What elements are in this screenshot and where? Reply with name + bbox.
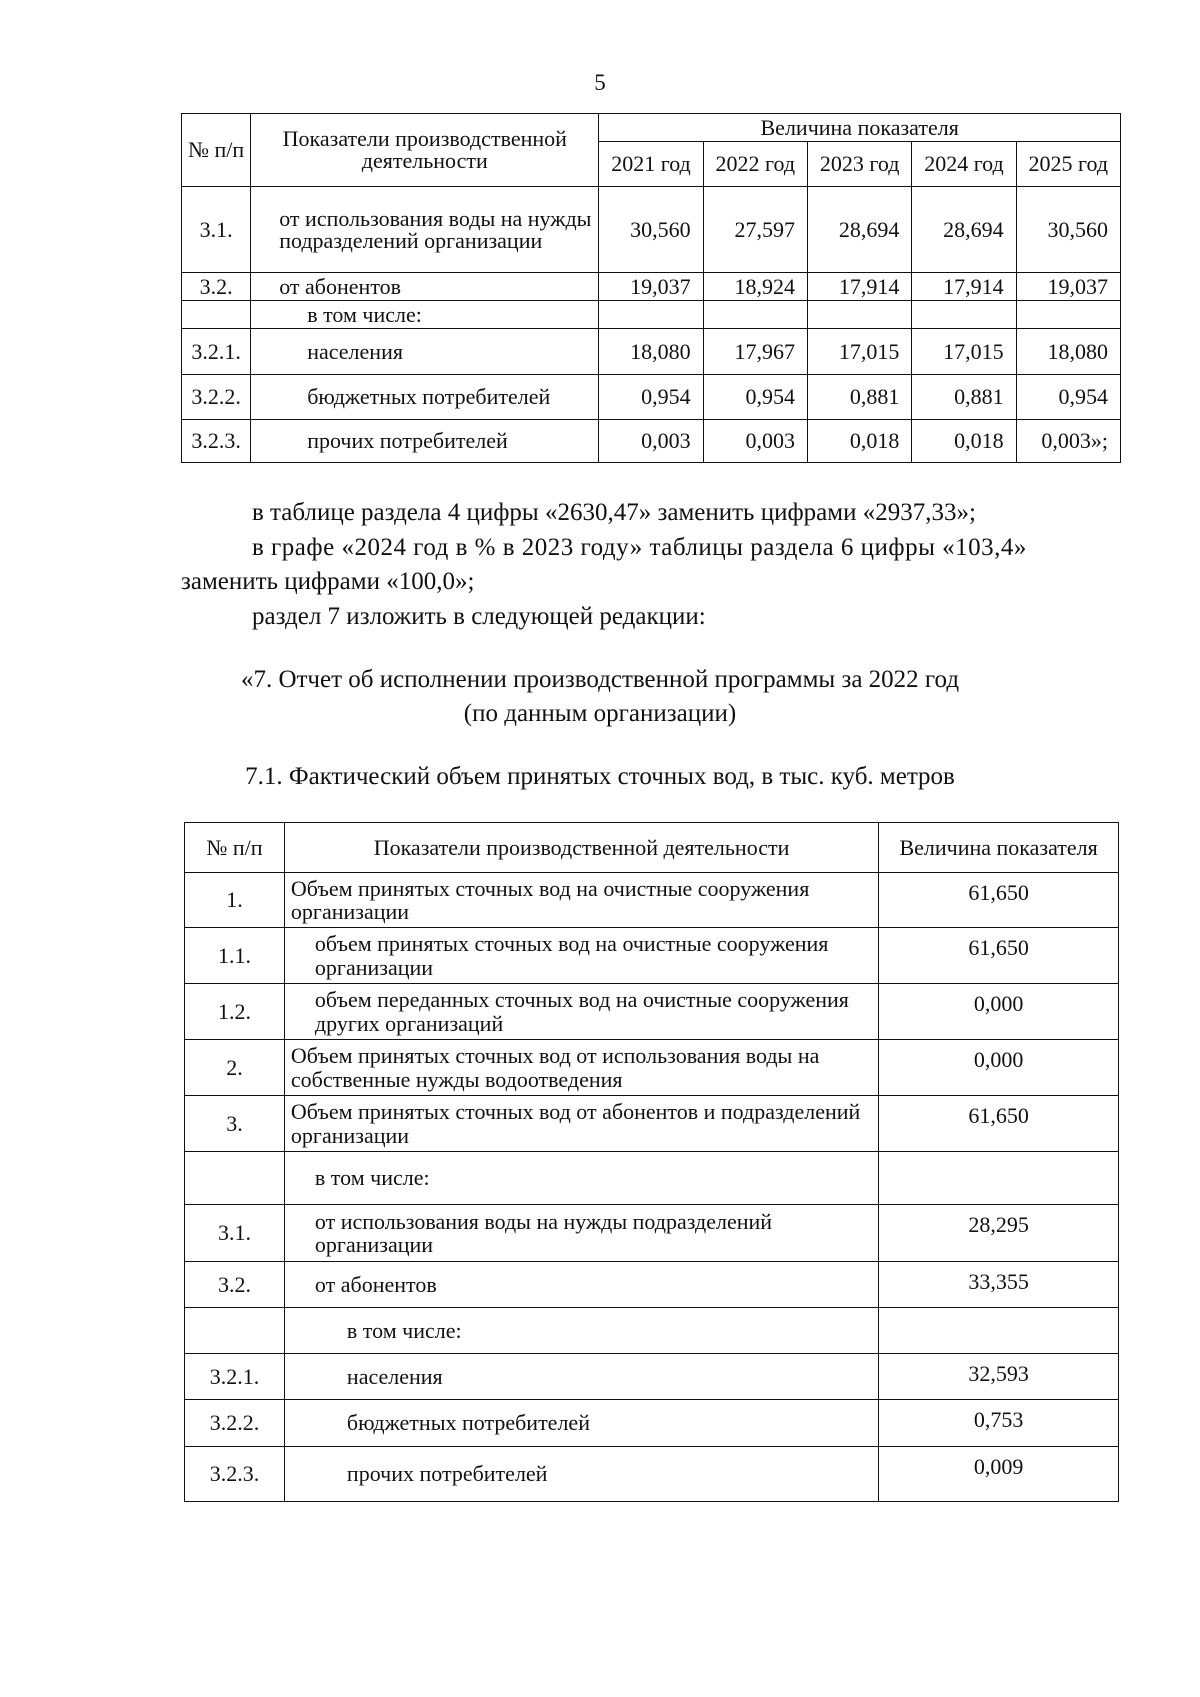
row-number: 3.2.1.	[185, 1354, 285, 1400]
row-label: Объем принятых сточных вод от абонентов и подразделений организации	[284, 1096, 878, 1152]
row-label: прочих потребителей	[251, 420, 599, 463]
row-value: 18,080	[1016, 329, 1120, 375]
table-row	[182, 420, 1121, 463]
header-no: № п/п	[182, 114, 251, 187]
row-value: 0,018	[807, 420, 911, 463]
table-row	[185, 873, 1119, 928]
header-year: 2021 год	[599, 142, 703, 187]
row-value: 0,003»;	[1016, 420, 1120, 463]
production-indicators-table	[181, 113, 1121, 463]
row-number: 1.2.	[185, 984, 285, 1040]
row-value	[807, 301, 911, 329]
row-value: 19,037	[599, 273, 703, 301]
row-value: 0,954	[599, 375, 703, 420]
row-number: 3.2.3.	[182, 420, 251, 463]
row-value: 61,650	[879, 1096, 1119, 1152]
table-row	[182, 329, 1121, 375]
row-value: 19,037	[1016, 273, 1120, 301]
row-value: 0,003	[703, 420, 807, 463]
row-value: 17,914	[912, 273, 1016, 301]
row-label: Объем принятых сточных вод от использования воды на собственные нужды водоотведения	[284, 1040, 878, 1096]
table-row	[182, 273, 1121, 301]
row-number	[185, 1152, 285, 1205]
row-value: 0,018	[912, 420, 1016, 463]
row-value	[1016, 301, 1120, 329]
amendment-line-3: заменить цифрами «100,0»;	[181, 568, 475, 595]
header-no: № п/п	[185, 823, 285, 873]
row-label: бюджетных потребителей	[284, 1400, 878, 1447]
row-label: от абонентов	[284, 1262, 878, 1308]
row-value: 0,753	[879, 1400, 1119, 1447]
row-value	[912, 301, 1016, 329]
wastewater-volume-table	[184, 822, 1119, 1502]
row-number: 3.2.1.	[182, 329, 251, 375]
row-value: 33,355	[879, 1262, 1119, 1308]
page-number: 5	[594, 70, 606, 95]
header-value: Величина показателя	[879, 823, 1119, 873]
row-value: 17,967	[703, 329, 807, 375]
row-number	[185, 1308, 285, 1354]
row-value: 28,295	[879, 1205, 1119, 1262]
header-value-group: Величина показателя	[599, 114, 1121, 142]
row-value: 0,009	[879, 1447, 1119, 1502]
row-value: 0,954	[703, 375, 807, 420]
table-row	[185, 1096, 1119, 1152]
row-value	[879, 1308, 1119, 1354]
row-label: населения	[251, 329, 599, 375]
table-row	[185, 1354, 1119, 1400]
amendment-line-1: в таблице раздела 4 цифры «2630,47» заменить цифрами «2937,33»;	[252, 499, 976, 526]
row-number: 1.1.	[185, 928, 285, 984]
row-value: 17,914	[807, 273, 911, 301]
row-number: 3.2.3.	[185, 1447, 285, 1502]
row-value: 18,924	[703, 273, 807, 301]
row-value: 61,650	[879, 928, 1119, 984]
row-value: 30,560	[599, 187, 703, 273]
row-number: 2.	[185, 1040, 285, 1096]
row-number	[182, 301, 251, 329]
row-number: 1.	[185, 873, 285, 928]
row-label: прочих потребителей	[284, 1447, 878, 1502]
row-value: 0,000	[879, 984, 1119, 1040]
row-number: 3.2.	[182, 273, 251, 301]
row-value: 61,650	[879, 873, 1119, 928]
row-label: объем переданных сточных вод на очистные сооружения других организаций	[284, 984, 878, 1040]
row-value: 17,015	[807, 329, 911, 375]
table-row	[182, 301, 1121, 329]
row-value: 0,881	[912, 375, 1016, 420]
row-value: 27,597	[703, 187, 807, 273]
header-year: 2022 год	[703, 142, 807, 187]
row-value: 0,954	[1016, 375, 1120, 420]
subsection-title: 7.1. Фактический объем принятых сточных вод, в тыс. куб. метров	[245, 763, 955, 790]
table-row	[182, 187, 1121, 273]
row-label: объем принятых сточных вод на очистные сооружения организации	[284, 928, 878, 984]
row-value: 17,015	[912, 329, 1016, 375]
table-row	[185, 1040, 1119, 1096]
row-value: 18,080	[599, 329, 703, 375]
row-value: 28,694	[807, 187, 911, 273]
row-number: 3.2.	[185, 1262, 285, 1308]
row-label: от использования воды на нужды подразделений организации	[284, 1205, 878, 1262]
row-label: бюджетных потребителей	[251, 375, 599, 420]
header-year: 2023 год	[807, 142, 911, 187]
row-value: 32,593	[879, 1354, 1119, 1400]
row-label: в том числе:	[251, 301, 599, 329]
row-value	[599, 301, 703, 329]
table-row	[185, 1400, 1119, 1447]
row-value: 30,560	[1016, 187, 1120, 273]
row-value: 0,881	[807, 375, 911, 420]
row-value: 0,003	[599, 420, 703, 463]
header-year: 2025 год	[1016, 142, 1120, 187]
header-indicator: Показатели производственной деятельности	[284, 823, 878, 873]
row-number: 3.2.2.	[182, 375, 251, 420]
row-label: населения	[284, 1354, 878, 1400]
table-row	[185, 1205, 1119, 1262]
row-number: 3.1.	[182, 187, 251, 273]
row-number: 3.	[185, 1096, 285, 1152]
table-row	[185, 1308, 1119, 1354]
table-row	[185, 1447, 1119, 1502]
section-title: «7. Отчет об исполнении производственной программы за 2022 год	[240, 666, 960, 693]
row-label: в том числе:	[284, 1308, 878, 1354]
table-row	[185, 1152, 1119, 1205]
table-row	[185, 928, 1119, 984]
row-value	[879, 1152, 1119, 1205]
row-number: 3.2.2.	[185, 1400, 285, 1447]
table-row	[185, 1262, 1119, 1308]
table-row	[182, 375, 1121, 420]
header-indicator: Показатели производственной деятельности	[251, 114, 599, 187]
table-row	[185, 984, 1119, 1040]
amendment-line-2: в графе «2024 год в % в 2023 году» таблицы раздела 6 цифры «103,4»	[252, 534, 1027, 561]
header-year: 2024 год	[912, 142, 1016, 187]
row-value: 0,000	[879, 1040, 1119, 1096]
row-label: от использования воды на нужды подразделений организации	[251, 187, 599, 273]
row-label: в том числе:	[284, 1152, 878, 1205]
row-number: 3.1.	[185, 1205, 285, 1262]
row-value	[703, 301, 807, 329]
row-label: Объем принятых сточных вод на очистные сооружения организации	[284, 873, 878, 928]
row-value: 28,694	[912, 187, 1016, 273]
section-subtitle: (по данным организации)	[463, 700, 737, 727]
amendment-line-4: раздел 7 изложить в следующей редакции:	[252, 603, 706, 630]
row-label: от абонентов	[251, 273, 599, 301]
